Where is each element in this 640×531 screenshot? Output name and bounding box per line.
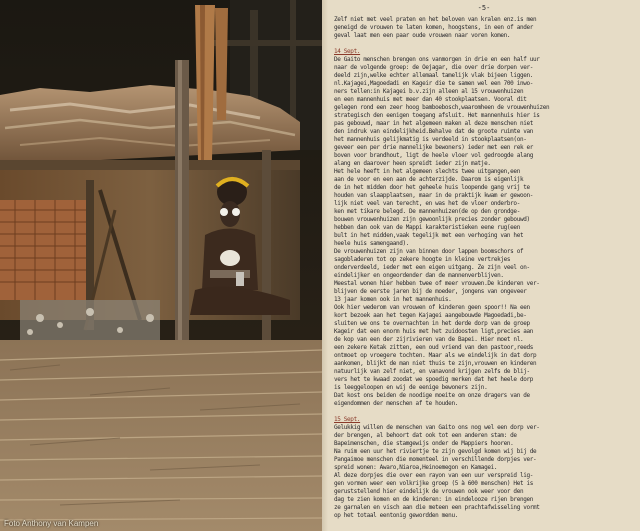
photo-credit: Foto Anthony van Kampen (4, 519, 99, 528)
text-line: pas gebouwd, maar in het algemeen maken al deze menschen niet (334, 120, 534, 127)
text-line: bult in het midden,vaak tegelijk met een verhoging van het (334, 232, 524, 239)
text-line: blijven de eerste jaren bij de moeder, jongens van ongeveer (334, 288, 527, 295)
text-line: aan de voor en een aan de achterzijde. Daarom is eigenlijk (334, 176, 524, 183)
text-line: deeld zijn,welke echter allemaal tamelijk vlak bijeen liggen. (334, 72, 534, 79)
text-line: Ook hier wederom van vrouwen of kinderen geen spoor!! Na een (334, 304, 530, 311)
text-line: onderverdeeld, ieder met een eigen uitgang. Ze zijn veel on- (334, 264, 530, 271)
entry-date: 14 Sept. (334, 48, 361, 55)
text-line: ze garnalen en visch aan die meteen een prachtafwisseling vormt (334, 504, 540, 511)
text-line: geruststellend hier eindelijk de vrouwen ook weer voor den (334, 488, 524, 495)
text-line: aankomen, blijkt de man niet thuis te zijn,vrouwen en kinderen (334, 360, 537, 367)
floor-beam (0, 160, 300, 170)
text-line: geneigd de vrouwen te laten komen, hoogstens, in een of ander (334, 24, 534, 31)
diary-entry (334, 16, 634, 40)
text-line: Meestal wonen hier hebben twee of meer vrouwen.De kinderen ver- (334, 280, 540, 287)
text-line: op het totaal eentonig gewordden menu. (334, 512, 458, 519)
text-line: eindelijker en ongeordender dan de mannenverblijven. (334, 272, 504, 279)
text-line: kort bezoek aan het tegen Kajagei aangebouwde Magoedadi,be- (334, 312, 527, 319)
text-line: boven voor brandhout, ligt de heele vloer vol gedroogde alang (334, 152, 534, 159)
text-line: en een mannenhuis met meer dan 40 stookplaatsen. Vooral dit (334, 96, 527, 103)
page-body (334, 16, 634, 520)
text-line: een zekere Ketak zitten, een oud vriend van den pastoor,reeds (334, 344, 534, 351)
text-line: naar de volgende groep: de Oejagar, die over drie dorpen ver- (334, 64, 534, 71)
text-line: eigendommen der menschen af te houden. (334, 400, 458, 407)
diary-entry (334, 416, 634, 520)
text-line: Bapeimenschen, die stamgewijs onder de Mappiers hooren. (334, 440, 514, 447)
text-line: natuurlijk van zelf niet, en vanavond krijgen zelfs de blij- (334, 368, 530, 375)
text-line: spreid wonen: Awaro,Niaroa,Heinoemegon en Kamagei. (334, 464, 498, 471)
text-line: geval laat men een paar oude vrouwen naar voren komen. (334, 32, 511, 39)
text-line: lijk niet veel van terecht, en was het de vloer onderbro- (334, 200, 520, 207)
text-line: Na ruim een uur het riviertje te zijn gevolgd komen wij bij de (334, 448, 537, 455)
text-line: strategisch den eenigen toegang afsluit. Het mannenhuis hier is (334, 112, 540, 119)
text-line: heele huis samengaand). (334, 240, 410, 247)
text-line: Kageir dat een enorm huis met het zuidoosten ligt,precies aan (334, 328, 534, 335)
text-line: Pangaimoe menschen die momenteel in verschillende dorpjes ver- (334, 456, 537, 463)
text-line: geveer een per drie mannelijke bewoners) ieder met een rek er (334, 144, 534, 151)
text-line: vers het te kwaad zoodat we spoedig merken dat het heele dorp (334, 376, 534, 383)
text-line: gelegen rond een zeer hoog bamboebosch,waaromheen de vrouwenhuizen (334, 104, 550, 111)
text-line: ners tellen:in Kajagei b.v.zijn alleen al 15 vrouwenhuizen (334, 88, 524, 95)
text-line: Dat kost ons beiden de noodige moeite om onze dragers van de (334, 392, 530, 399)
text-line: De vrouwenhuizen zijn van binnen door lappen boomschors of (334, 248, 524, 255)
hanging-fibre-fringe (195, 5, 215, 160)
text-line: sluiten we ons te overnachten in het derde dorp van de groep (334, 320, 530, 327)
text-line: De Gaito menschen brengen ons vanmorgen in drie en een half uur (334, 56, 540, 63)
entry-date: 15 Sept. (334, 416, 361, 423)
text-line: der brengen, al behoort dat ook tot een anderen stam: de (334, 432, 517, 439)
typed-page (322, 0, 640, 531)
text-line: Het hele heeft in het algemeen slechts twee uitgangen,een (334, 168, 520, 175)
text-line: de in het midden door het geheele huis loopende gang vrij te (334, 184, 530, 191)
text-line: Al deze dorpjes die over een rayon van een uur verspreid lig- (334, 472, 534, 479)
text-line: het mannenhuis gelijkmatig is verdeeld in stookplaatsen(on- (334, 136, 527, 143)
text-line: houden van slaapplaatsen, maar in de praktijk kwam er gewoon- (334, 192, 534, 199)
text-line: hebben dan ook van de Mappi karakteristieken eene rug(een (334, 224, 520, 231)
text-line: alang en daarover heen spreidt ieder zijn matje. (334, 160, 491, 167)
text-line: 13 jaar komen ook in het mannenhuis. (334, 296, 452, 303)
page-number: -5- (477, 4, 491, 12)
text-line: sagobladeren tot op zekere hoogte in kleine vertrekjes (334, 256, 511, 263)
text-line: is leeggeloopen en wij de eenige bewoners zijn. (334, 384, 488, 391)
text-line: bouwen vrouwenhuizen zijn gewoonlijk precies zonder gebouwd) (334, 216, 530, 223)
text-line: nl.Kajagei,Magoedadi en Kageir die te samen wel een 700 inwo- (334, 80, 534, 87)
text-line: den indruk van eindelijkheid.Behalve dat de groote ruimte van (334, 128, 534, 135)
text-line: dag te zien komen en de kinderen: in eindelooze rijen brengen (334, 496, 534, 503)
woven-wall (0, 200, 90, 300)
diary-entry (334, 48, 634, 408)
text-line: ontmoet op vroegere tochten. Maar als we eindelijk in dat dorp (334, 352, 537, 359)
text-line: Zelf niet met veel praten en het beloven van kralen enz.is men (334, 16, 537, 23)
text-line: de kop van een der zijrivieren van de Bapei. Hier moet nl. (334, 336, 524, 343)
text-line: ken met tikare belegd. De mannenhuizen(de op den grondge- (334, 208, 520, 215)
text-line: gen vormen weer een volkrijke groep (5 à 600 menschen) Het is (334, 480, 534, 487)
text-line: Gelukkig willen de menschen van Gaito ons nog wel een dorp ver- (334, 424, 540, 431)
